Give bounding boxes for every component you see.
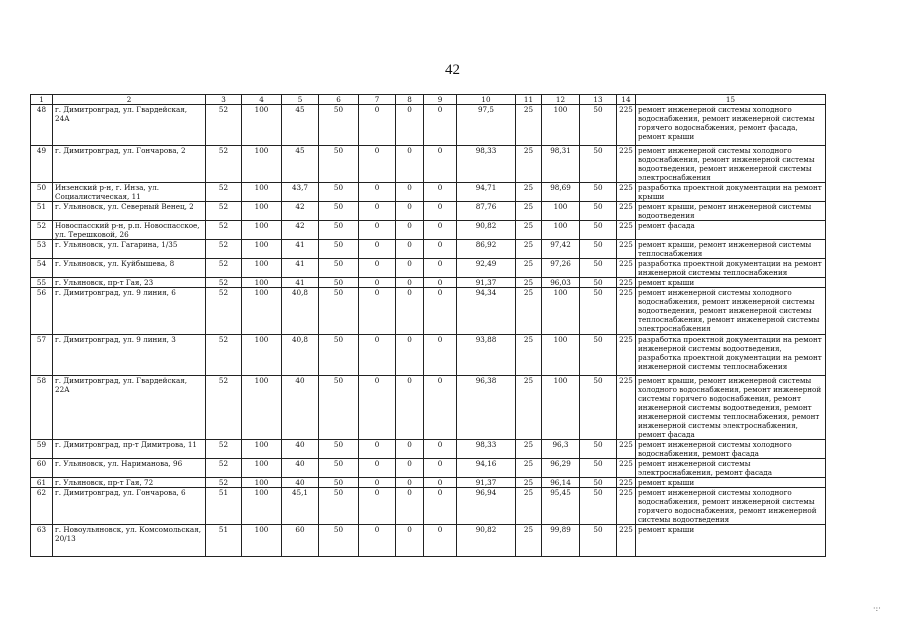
table-cell: ремонт фасада: [636, 221, 826, 240]
table-cell: г. Димитровград, пр-т Димитрова, 11: [53, 440, 206, 459]
table-cell: 50: [580, 221, 617, 240]
table-cell: ремонт крыши: [636, 525, 826, 557]
table-cell: 25: [516, 335, 542, 376]
table-cell: 52: [206, 183, 242, 202]
table-cell: 96,94: [457, 488, 516, 525]
table-cell: 25: [516, 488, 542, 525]
table-cell: 90,82: [457, 525, 516, 557]
table-cell: 0: [424, 278, 457, 288]
table-cell: 95,45: [542, 488, 580, 525]
table-cell: 0: [359, 376, 396, 440]
table-cell: г. Димитровград, ул. Гвардейская, 22А: [53, 376, 206, 440]
column-header: 8: [396, 95, 424, 105]
table-cell: 100: [542, 376, 580, 440]
table-cell: 0: [424, 288, 457, 335]
table-cell: Новоспасский р-н, р.п. Новоспасское, ул. Терешковой, 26: [53, 221, 206, 240]
table-cell: 50: [319, 459, 359, 478]
table-cell: 0: [424, 221, 457, 240]
table-cell: 97,42: [542, 240, 580, 259]
table-cell: 96,29: [542, 459, 580, 478]
table-cell: 50: [31, 183, 53, 202]
table-cell: 0: [359, 278, 396, 288]
table-cell: 0: [359, 202, 396, 221]
table-cell: 51: [31, 202, 53, 221]
table-cell: 52: [31, 221, 53, 240]
table-cell: 52: [206, 240, 242, 259]
column-header: 4: [242, 95, 282, 105]
table-cell: 225: [617, 440, 636, 459]
table-cell: 100: [242, 183, 282, 202]
table-row: [31, 202, 826, 221]
table-cell: 52: [206, 478, 242, 488]
table-cell: 0: [359, 525, 396, 557]
table-cell: 50: [580, 105, 617, 146]
table-row: [31, 525, 826, 557]
table-cell: 45: [282, 146, 319, 183]
table-cell: 0: [396, 288, 424, 335]
table-cell: 52: [206, 202, 242, 221]
table-cell: г. Ульяновск, пр-т Гая, 23: [53, 278, 206, 288]
table-cell: 40,8: [282, 288, 319, 335]
table-cell: 100: [542, 288, 580, 335]
table-cell: 25: [516, 146, 542, 183]
table-cell: 50: [580, 146, 617, 183]
table-cell: разработка проектной документации на ремонт крыши: [636, 183, 826, 202]
table-row: [31, 488, 826, 525]
table-cell: 60: [282, 525, 319, 557]
table-cell: 0: [424, 259, 457, 278]
table-cell: 0: [424, 488, 457, 525]
table-cell: 100: [242, 105, 282, 146]
table-cell: 50: [319, 105, 359, 146]
table-row: [31, 105, 826, 146]
table-cell: 100: [242, 202, 282, 221]
table-cell: 225: [617, 376, 636, 440]
table-cell: 87,76: [457, 202, 516, 221]
table-cell: 50: [580, 440, 617, 459]
table-cell: 100: [242, 221, 282, 240]
table-cell: г. Димитровград, ул. Гвардейская, 24А: [53, 105, 206, 146]
table-cell: 48: [31, 105, 53, 146]
table-cell: ремонт инженерной системы холодного водоснабжения, ремонт инженерной системы водоотведения, ремонт инженерной системы электроснабжения: [636, 146, 826, 183]
table-row: [31, 259, 826, 278]
table-cell: 0: [396, 146, 424, 183]
table-cell: 225: [617, 488, 636, 525]
table-cell: 62: [31, 488, 53, 525]
table-cell: 86,92: [457, 240, 516, 259]
table-cell: 50: [319, 259, 359, 278]
table-row: [31, 288, 826, 335]
table-cell: 225: [617, 183, 636, 202]
table-cell: 45,1: [282, 488, 319, 525]
table-cell: 50: [580, 335, 617, 376]
column-header: 10: [457, 95, 516, 105]
table-cell: 96,03: [542, 278, 580, 288]
table-cell: 40,8: [282, 335, 319, 376]
column-header: 12: [542, 95, 580, 105]
table-cell: 52: [206, 459, 242, 478]
page-number: 42: [445, 62, 460, 78]
table-cell: 98,31: [542, 146, 580, 183]
table-cell: 0: [396, 105, 424, 146]
table-cell: 0: [424, 146, 457, 183]
table-cell: 25: [516, 478, 542, 488]
table-cell: 0: [424, 525, 457, 557]
table-row: [31, 183, 826, 202]
table-cell: 0: [359, 478, 396, 488]
table-cell: 40: [282, 376, 319, 440]
table-cell: 100: [242, 278, 282, 288]
table-cell: 225: [617, 221, 636, 240]
table-cell: 100: [242, 335, 282, 376]
table-cell: 93,88: [457, 335, 516, 376]
column-header: 3: [206, 95, 242, 105]
table-cell: 41: [282, 278, 319, 288]
table-cell: 0: [396, 488, 424, 525]
table-cell: 0: [359, 335, 396, 376]
table-cell: 25: [516, 525, 542, 557]
table-cell: ремонт крыши, ремонт инженерной системы теплоснабжения: [636, 240, 826, 259]
table-cell: 60: [31, 459, 53, 478]
table-cell: 25: [516, 221, 542, 240]
table-cell: ремонт крыши, ремонт инженерной системы водоотведения: [636, 202, 826, 221]
table-cell: 92,49: [457, 259, 516, 278]
table-cell: 55: [31, 278, 53, 288]
table-cell: 225: [617, 459, 636, 478]
table-cell: 94,16: [457, 459, 516, 478]
table-cell: 58: [31, 376, 53, 440]
table-cell: г. Ульяновск, ул. Северный Венец, 2: [53, 202, 206, 221]
table-cell: 0: [424, 105, 457, 146]
table-cell: 52: [206, 440, 242, 459]
table-cell: 0: [359, 146, 396, 183]
table-cell: 225: [617, 146, 636, 183]
table-cell: 100: [242, 376, 282, 440]
table-cell: 0: [424, 202, 457, 221]
table-cell: 53: [31, 240, 53, 259]
column-header: 9: [424, 95, 457, 105]
table-cell: 52: [206, 146, 242, 183]
column-header: 14: [617, 95, 636, 105]
table-body: [31, 105, 826, 557]
table-cell: 94,34: [457, 288, 516, 335]
table-cell: ремонт инженерной системы холодного водоснабжения, ремонт инженерной системы горячего водоснабжения, ремонт инженерной системы водоотведения: [636, 488, 826, 525]
table-cell: 98,69: [542, 183, 580, 202]
table-cell: 0: [359, 459, 396, 478]
table-cell: г. Димитровград, ул. 9 линия, 6: [53, 288, 206, 335]
table-row: [31, 478, 826, 488]
table-cell: 100: [242, 240, 282, 259]
table-cell: 50: [319, 240, 359, 259]
column-header: 2: [53, 95, 206, 105]
table-row: [31, 376, 826, 440]
table-cell: 0: [396, 221, 424, 240]
column-header: 6: [319, 95, 359, 105]
table-cell: г. Ульяновск, ул. Куйбышева, 8: [53, 259, 206, 278]
table-cell: 97,5: [457, 105, 516, 146]
table-row: [31, 240, 826, 259]
table-cell: 25: [516, 278, 542, 288]
table-cell: 59: [31, 440, 53, 459]
table-cell: 43,7: [282, 183, 319, 202]
table-cell: 52: [206, 221, 242, 240]
table-cell: 25: [516, 105, 542, 146]
table-cell: 0: [359, 440, 396, 459]
table-cell: 42: [282, 221, 319, 240]
column-header: 13: [580, 95, 617, 105]
table-cell: 50: [319, 525, 359, 557]
table-cell: 0: [396, 525, 424, 557]
table-row: [31, 335, 826, 376]
table-cell: ремонт крыши: [636, 278, 826, 288]
table-cell: 54: [31, 259, 53, 278]
table-cell: 0: [396, 440, 424, 459]
table-cell: 56: [31, 288, 53, 335]
table-cell: 225: [617, 202, 636, 221]
table-cell: 50: [580, 459, 617, 478]
table-cell: 0: [424, 440, 457, 459]
column-number-row: [31, 95, 826, 105]
table-cell: 50: [319, 146, 359, 183]
table-cell: 0: [424, 376, 457, 440]
table-cell: 0: [359, 183, 396, 202]
table-cell: 41: [282, 240, 319, 259]
table-cell: 225: [617, 278, 636, 288]
table-cell: 96,3: [542, 440, 580, 459]
table-cell: 0: [359, 488, 396, 525]
column-header: 7: [359, 95, 396, 105]
table-cell: ремонт инженерной системы электроснабжения, ремонт фасада: [636, 459, 826, 478]
table-cell: 100: [542, 335, 580, 376]
table-cell: г. Димитровград, ул. 9 линия, 3: [53, 335, 206, 376]
table-cell: г. Новоульяновск, ул. Комсомольская, 20/13: [53, 525, 206, 557]
table-cell: 25: [516, 240, 542, 259]
table-cell: 40: [282, 459, 319, 478]
table-cell: 100: [242, 525, 282, 557]
table-cell: 50: [580, 488, 617, 525]
table-cell: 225: [617, 478, 636, 488]
table-row: [31, 440, 826, 459]
table-cell: 50: [319, 183, 359, 202]
table-cell: 99,89: [542, 525, 580, 557]
table-cell: 0: [359, 288, 396, 335]
table-cell: 50: [580, 288, 617, 335]
table-cell: 225: [617, 335, 636, 376]
table-cell: 96,14: [542, 478, 580, 488]
table-cell: 50: [580, 376, 617, 440]
column-header: 1: [31, 95, 53, 105]
housing-repair-table: [30, 94, 826, 557]
table-cell: 25: [516, 288, 542, 335]
table-cell: г. Димитровград, ул. Гончарова, 2: [53, 146, 206, 183]
table-cell: 225: [617, 259, 636, 278]
table-cell: 57: [31, 335, 53, 376]
table-cell: 52: [206, 259, 242, 278]
table-cell: 63: [31, 525, 53, 557]
table-cell: 0: [424, 240, 457, 259]
table-cell: 91,37: [457, 478, 516, 488]
table-cell: 50: [319, 278, 359, 288]
column-header: 15: [636, 95, 826, 105]
table-cell: 50: [319, 335, 359, 376]
table-cell: 98,33: [457, 440, 516, 459]
table-cell: 100: [242, 478, 282, 488]
table-cell: ремонт инженерной системы холодного водоснабжения, ремонт инженерной системы горячего водоснабжения, ремонт фасада, ремонт крыши: [636, 105, 826, 146]
table-cell: г. Димитровград, ул. Гончарова, 6: [53, 488, 206, 525]
table-cell: 50: [319, 288, 359, 335]
table-cell: ремонт крыши, ремонт инженерной системы холодного водоснабжения, ремонт инженерной системы горячего водоснабжения, ремонт инженерной системы водоотведения, ремонт инженерной системы теплоснабжения, ремонт инженерной системы электроснабжения, ремонт фасада: [636, 376, 826, 440]
table-cell: Инзенский р-н, г. Инза, ул. Социалистическая, 11: [53, 183, 206, 202]
table-cell: 52: [206, 288, 242, 335]
table-cell: разработка проектной документации на ремонт инженерной системы водоотведения, разработка проектной документации на ремонт инженерной системы теплоснабжения: [636, 335, 826, 376]
table-cell: 0: [359, 240, 396, 259]
table-cell: ремонт инженерной системы холодного водоснабжения, ремонт фасада: [636, 440, 826, 459]
table-cell: разработка проектной документации на ремонт инженерной системы теплоснабжения: [636, 259, 826, 278]
table-cell: 100: [542, 105, 580, 146]
table-cell: 100: [242, 288, 282, 335]
table-cell: 61: [31, 478, 53, 488]
scan-mark: ·:·: [873, 604, 881, 613]
table-cell: 50: [580, 240, 617, 259]
column-header: 11: [516, 95, 542, 105]
table-cell: 52: [206, 335, 242, 376]
table-cell: 52: [206, 376, 242, 440]
table-cell: 25: [516, 376, 542, 440]
table-cell: 100: [242, 488, 282, 525]
table-cell: 50: [580, 525, 617, 557]
table-cell: 100: [242, 259, 282, 278]
table-cell: 25: [516, 459, 542, 478]
table-cell: 225: [617, 288, 636, 335]
table-cell: 225: [617, 240, 636, 259]
table-cell: 97,26: [542, 259, 580, 278]
table-cell: г. Ульяновск, ул. Нариманова, 96: [53, 459, 206, 478]
table-cell: 0: [424, 478, 457, 488]
table-row: [31, 146, 826, 183]
table-cell: 25: [516, 440, 542, 459]
table-cell: 94,71: [457, 183, 516, 202]
table-cell: 50: [580, 278, 617, 288]
table-cell: 0: [396, 202, 424, 221]
table-cell: 50: [319, 478, 359, 488]
table-cell: ремонт инженерной системы холодного водоснабжения, ремонт инженерной системы водоотведения, ремонт инженерной системы теплоснабжения, ремонт инженерной системы электроснабжения: [636, 288, 826, 335]
table-cell: 0: [396, 459, 424, 478]
table-cell: 51: [206, 488, 242, 525]
table-cell: 96,38: [457, 376, 516, 440]
table-cell: 51: [206, 525, 242, 557]
table-cell: 100: [242, 459, 282, 478]
table-cell: 0: [424, 183, 457, 202]
table-cell: 50: [580, 202, 617, 221]
table-cell: 100: [542, 202, 580, 221]
table-cell: 90,82: [457, 221, 516, 240]
table-cell: 52: [206, 105, 242, 146]
table-cell: г. Ульяновск, ул. Гагарина, 1/35: [53, 240, 206, 259]
table-cell: 50: [319, 440, 359, 459]
table-cell: 100: [542, 221, 580, 240]
table-cell: г. Ульяновск, пр-т Гая, 72: [53, 478, 206, 488]
table-cell: 0: [396, 183, 424, 202]
table-cell: 225: [617, 105, 636, 146]
table-cell: 0: [359, 221, 396, 240]
table-cell: 0: [396, 240, 424, 259]
table-cell: 25: [516, 259, 542, 278]
table-cell: 98,33: [457, 146, 516, 183]
table-cell: 25: [516, 183, 542, 202]
table-row: [31, 278, 826, 288]
table-cell: 50: [580, 259, 617, 278]
table-cell: 50: [319, 221, 359, 240]
table-cell: 50: [580, 183, 617, 202]
table-cell: 100: [242, 146, 282, 183]
table-cell: 50: [319, 376, 359, 440]
table-cell: 0: [424, 459, 457, 478]
table-cell: 25: [516, 202, 542, 221]
table-cell: 0: [396, 259, 424, 278]
table-cell: 100: [242, 440, 282, 459]
table-cell: 49: [31, 146, 53, 183]
table-cell: 0: [396, 478, 424, 488]
table-row: [31, 221, 826, 240]
table-cell: 41: [282, 259, 319, 278]
table-cell: 50: [580, 478, 617, 488]
table-cell: 91,37: [457, 278, 516, 288]
table-cell: 225: [617, 525, 636, 557]
table-cell: 50: [319, 202, 359, 221]
column-header: 5: [282, 95, 319, 105]
table-cell: 42: [282, 202, 319, 221]
table-cell: 0: [359, 259, 396, 278]
table-cell: 40: [282, 478, 319, 488]
table-cell: ремонт крыши: [636, 478, 826, 488]
table-cell: 0: [396, 278, 424, 288]
table-row: [31, 459, 826, 478]
table-cell: 50: [319, 488, 359, 525]
table-cell: 52: [206, 278, 242, 288]
table-cell: 0: [396, 335, 424, 376]
table-cell: 0: [359, 105, 396, 146]
table-cell: 0: [396, 376, 424, 440]
table-cell: 40: [282, 440, 319, 459]
table-cell: 45: [282, 105, 319, 146]
table-cell: 0: [424, 335, 457, 376]
